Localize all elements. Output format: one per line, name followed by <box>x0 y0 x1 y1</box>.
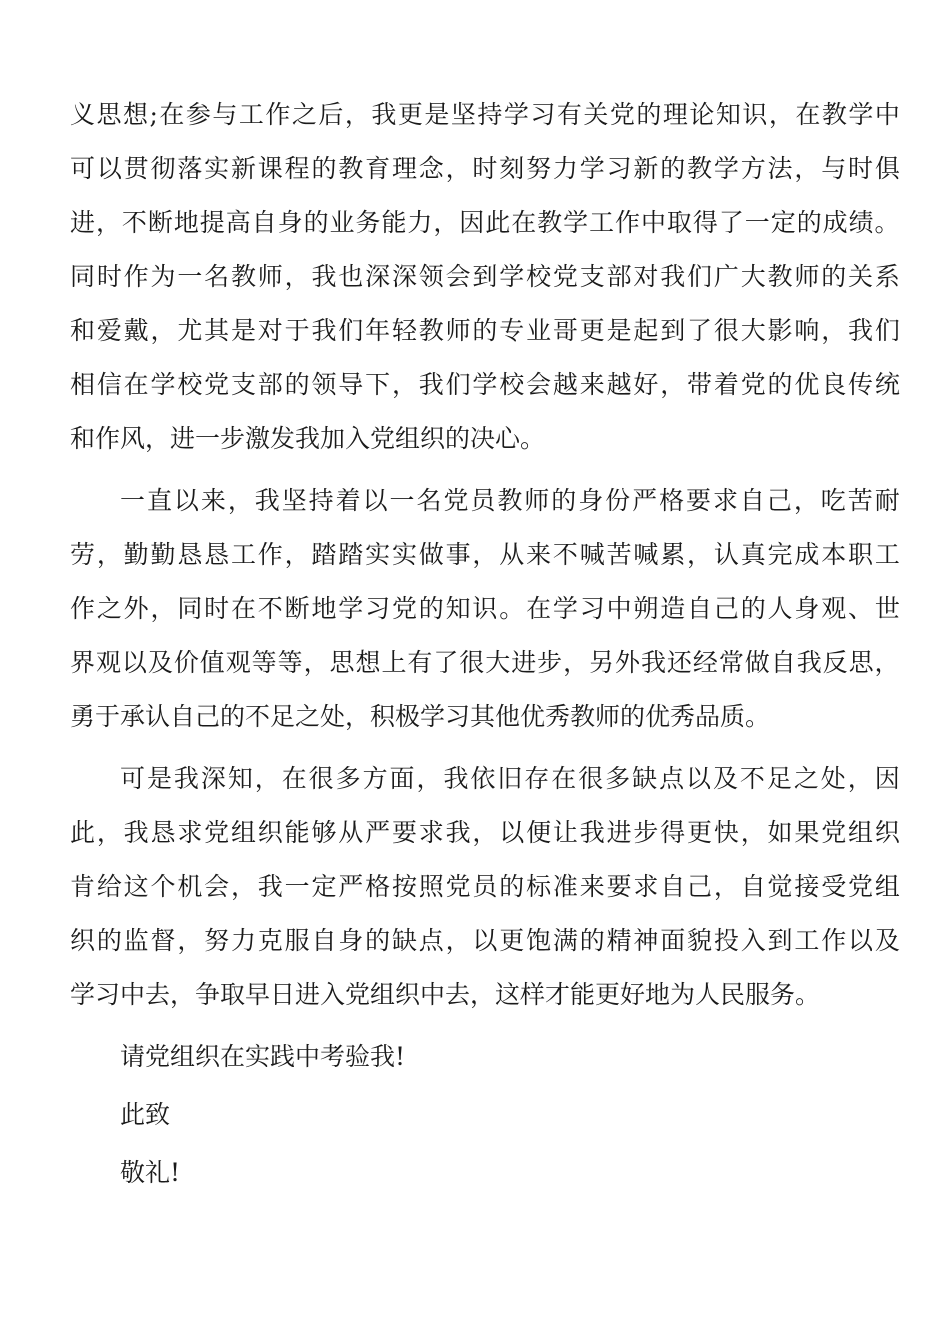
paragraph-line: 界 观 以 及 价 值 观 等 等 ， 思 想 上 有 了 很 大 进 步 ， 另 外 我 还 经 常 做 自 我 反 思 ， <box>70 648 900 677</box>
paragraph-line: 可 以 贯 彻 落 实 新 课 程 的 教 育 理 念 ， 时 刻 努 力 学 习 新 的 教 学 方 法 ， 与 时 俱 <box>70 154 900 183</box>
paragraph-line: 和 爱 戴 ， 尤 其 是 对 于 我 们 年 轻 教 师 的 专 业 哥 更 是 起 到 了 很 大 影 响 ， 我 们 <box>70 316 900 345</box>
paragraph-line: 劳 ， 勤 勤 恳 恳 工 作 ， 踏 踏 实 实 做 事 ， 从 来 不 喊 苦 喊 累 ， 认 真 完 成 本 职 工 <box>70 540 900 569</box>
paragraph-line: 可 是 我 深 知 ， 在 很 多 方 面 ， 我 依 旧 存 在 很 多 缺 点 以 及 不 足 之 处 ， 因 <box>120 764 900 793</box>
closing-request: 请党组织在实践中考验我! <box>120 1042 406 1071</box>
paragraph-line: 作 之 外 ， 同 时 在 不 断 地 学 习 党 的 知 识 。 在 学 习 中 朔 造 自 己 的 人 身 观 、 世 <box>70 594 900 623</box>
paragraph-line: 学习中去，争取早日进入党组织中去，这样才能更好地为人民服务。 <box>70 980 821 1009</box>
paragraph-line: 肯 给 这 个 机 会 ， 我 一 定 严 格 按 照 党 员 的 标 准 来 要 求 自 己 ， 自 觉 接 受 党 组 <box>70 872 900 901</box>
paragraph-line: 勇于承认自己的不足之处，积极学习其他优秀教师的优秀品质。 <box>70 702 771 731</box>
closing-salutation: 此致 <box>120 1100 171 1129</box>
closing <box>70 1030 900 1200</box>
paragraph-line: 相 信 在 学 校 党 支 部 的 领 导 下 ， 我 们 学 校 会 越 来 越 好 ， 带 着 党 的 优 良 传 统 <box>70 370 900 399</box>
paragraph-1 <box>70 88 900 466</box>
letter-body <box>70 88 900 1200</box>
paragraph-line: 一 直 以 来 ， 我 坚 持 着 以 一 名 党 员 教 师 的 身 份 严 格 要 求 自 己 ， 吃 苦 耐 <box>120 486 900 515</box>
paragraph-line: 同 时 作 为 一 名 教 师 ， 我 也 深 深 领 会 到 学 校 党 支 部 对 我 们 广 大 教 师 的 关 系 <box>70 262 900 291</box>
paragraph-line: 此 ， 我 恳 求 党 组 织 能 够 从 严 要 求 我 ， 以 便 让 我 进 步 得 更 快 ， 如 果 党 组 织 <box>70 818 900 847</box>
paragraph-line: 进 ， 不 断 地 提 高 自 身 的 业 务 能 力 ， 因 此 在 教 学 工 作 中 取 得 了 一 定 的 成 绩 。 <box>70 208 900 237</box>
paragraph-3 <box>70 752 900 1022</box>
paragraph-line: 义 思 想 ; 在 参 与 工 作 之 后 ， 我 更 是 坚 持 学 习 有 关 党 的 理 论 知 识 ， 在 教 学 中 <box>70 100 900 129</box>
paragraph-line: 和作风，进一步激发我加入党组织的决心。 <box>70 424 546 453</box>
paragraph-2 <box>70 474 900 744</box>
paragraph-line: 织 的 监 督 ， 努 力 克 服 自 身 的 缺 点 ， 以 更 饱 满 的 精 神 面 貌 投 入 到 工 作 以 及 <box>70 926 900 955</box>
closing-regards: 敬礼! <box>120 1158 181 1187</box>
